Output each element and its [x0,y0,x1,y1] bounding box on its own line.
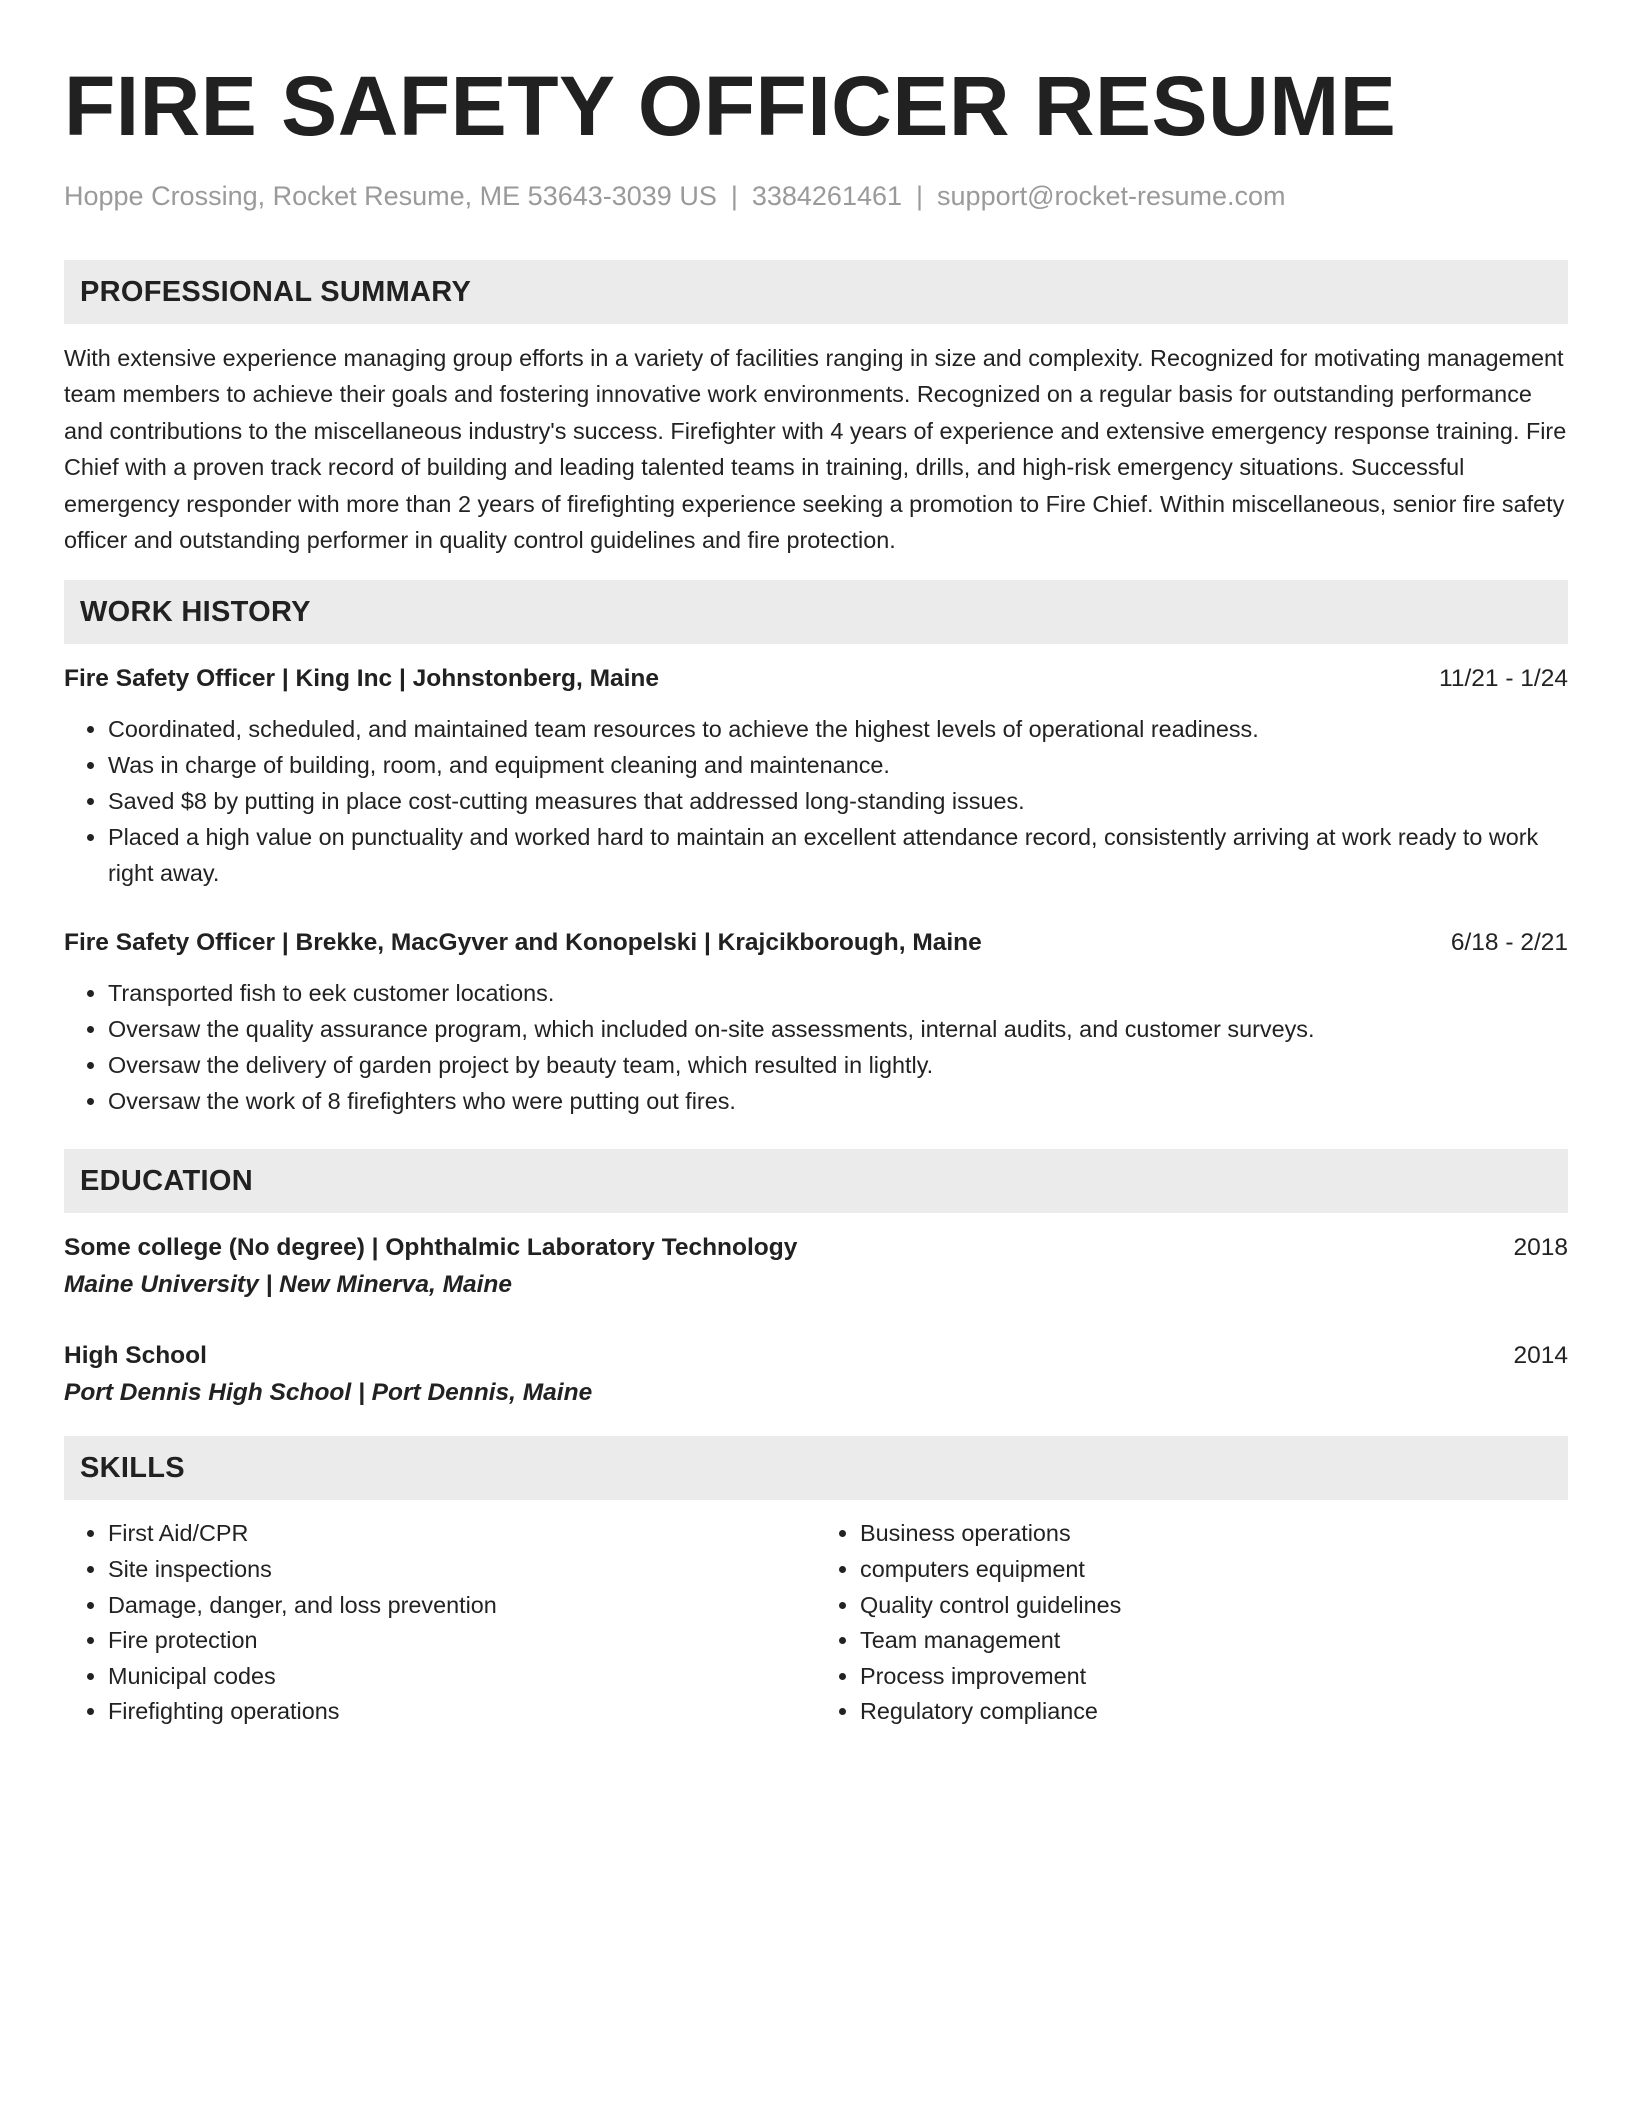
skill-item: • Firefighting operations [108,1694,816,1730]
job-header [64,925,1568,961]
education-header [64,1230,1568,1266]
job-bullet: • Saved $8 by putting in place cost-cutting measures that addressed long-standing issues. [108,783,1568,819]
section-heading-education: EDUCATION [64,1149,1568,1213]
section-heading-skills: SKILLS [64,1436,1568,1500]
job-dates: 11/21 - 1/24 [1439,665,1568,693]
skill-item: • Team management [860,1623,1568,1659]
skill-item: • Fire protection [108,1623,816,1659]
skill-item: • Site inspections [108,1552,816,1588]
job-bullet: • Placed a high value on punctuality and worked hard to maintain an excellent attendance record, consistently arriving at work ready to work right away. [108,819,1568,891]
contact-phone: 3384261461 [751,181,903,211]
job-title: Fire Safety Officer | King Inc | Johnstonberg, Maine [64,665,659,693]
section-heading-summary: PROFESSIONAL SUMMARY [64,260,1568,324]
skills-column-left [64,1516,816,1730]
skill-item: • Process improvement [860,1659,1568,1695]
skill-item: • computers equipment [860,1552,1568,1588]
education-degree: Some college (No degree) | Ophthalmic Laboratory Technology [64,1234,798,1262]
job-bullet: • Was in charge of building, room, and equipment cleaning and maintenance. [108,747,1568,783]
job-header [64,661,1568,697]
contact-separator: | [730,181,738,211]
skills-grid [64,1516,1568,1730]
education-year: 2018 [1513,1234,1568,1262]
contact-address: Hoppe Crossing, Rocket Resume, ME 53643-3039 US [64,181,717,211]
job-dates: 6/18 - 2/21 [1450,929,1568,957]
contact-email: support@rocket-resume.com [937,181,1286,211]
education-degree: High School [64,1342,207,1370]
job-entry [64,661,1568,891]
education-school: Port Dennis High School | Port Dennis, Maine [64,1379,593,1407]
contact-separator: | [916,181,924,211]
education-school: Maine University | New Minerva, Maine [64,1271,512,1299]
contact-line [64,178,1568,214]
education-entry [64,1338,1568,1412]
education-entry [64,1230,1568,1304]
skills-column-right [816,1516,1568,1730]
job-bullet: • Coordinated, scheduled, and maintained team resources to achieve the highest levels of operational readiness. [108,711,1568,747]
job-bullet: • Transported fish to eek customer locations. [108,975,1568,1011]
skill-item: • Business operations [860,1516,1568,1552]
skill-item: • Regulatory compliance [860,1694,1568,1730]
skill-item: • Quality control guidelines [860,1588,1568,1624]
section-heading-work: WORK HISTORY [64,580,1568,644]
job-bullets [64,711,1568,891]
skill-item: • First Aid/CPR [108,1516,816,1552]
resume-title: FIRE SAFETY OFFICER RESUME [64,59,1397,153]
job-bullet: • Oversaw the delivery of garden project by beauty team, which resulted in lightly. [108,1047,1568,1083]
job-bullets [64,975,1568,1119]
job-bullet: • Oversaw the quality assurance program, which included on-site assessments, internal audits, and customer surveys. [108,1011,1568,1047]
education-header [64,1338,1568,1374]
job-bullet: • Oversaw the work of 8 firefighters who were putting out fires. [108,1083,1568,1119]
education-year: 2014 [1513,1342,1568,1370]
job-title: Fire Safety Officer | Brekke, MacGyver and Konopelski | Krajcikborough, Maine [64,929,982,957]
skill-item: • Municipal codes [108,1659,816,1695]
skill-item: • Damage, danger, and loss prevention [108,1588,816,1624]
job-entry [64,925,1568,1119]
summary-text: With extensive experience managing group efforts in a variety of facilities ranging in size and complexity. Recognized for motivating management team members to achieve their goals and fostering innovative work environments. Recognized on a regular basis for outstanding performance and contributions to the miscellaneous industry's success. Firefighter with 4 years of experience and extensive emergency response training. Fire Chief with a proven track record of building and leading talented teams in training, drills, and high-risk emergency situations. Successful emergency responder with more than 2 years of firefighting experience seeking a promotion to Fire Chief. Within miscellaneous, senior fire safety officer and outstanding performer in quality control guidelines and fire protection. [64,345,1567,554]
